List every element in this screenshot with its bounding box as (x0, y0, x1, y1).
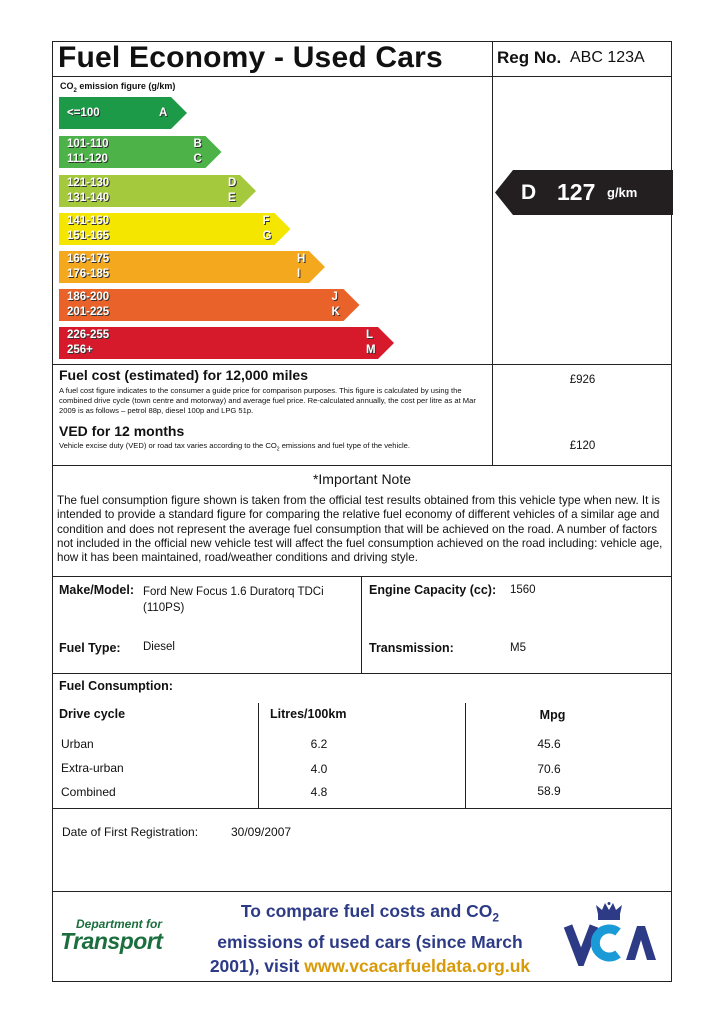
co2-band-shape (59, 327, 394, 359)
fuel-cost-description: A fuel cost figure indicates to the consumer a guide price for comparison purposes. This figure is calculated by using the combined drive cycle (town centre and motorway) and average fuel price. Re-calculated annually, the cost per litre as at Mar 2009 is as follows – petrol 88p, diesel 100p and LPG 51p. (59, 386, 476, 415)
co2-band (59, 136, 222, 168)
divider (52, 673, 672, 674)
rating-band: D (521, 181, 537, 204)
make-model-value: Ford New Focus 1.6 Duratorq TDCi (110PS) (143, 586, 324, 614)
co2-band-letter-label: L (366, 329, 374, 341)
fuel-type-value: Diesel (143, 641, 175, 653)
co2-band-letter-label: I (297, 268, 301, 280)
vca-website-link[interactable]: www.vcacarfueldata.org.uk (304, 955, 531, 976)
engine-capacity-value: 1560 (510, 584, 536, 596)
column-header-litres: Litres/100km (270, 707, 347, 721)
co2-band-letter-label: M (366, 344, 376, 356)
co2-band-letter (332, 290, 340, 320)
transmission-value: M5 (510, 642, 526, 654)
divider (52, 364, 672, 365)
row-litres: 4.0 (310, 762, 328, 776)
ved-heading: VED for 12 months (59, 423, 185, 439)
row-mpg: 70.6 (537, 762, 561, 776)
column-header-mpg: Mpg (539, 708, 566, 722)
co2-band-letter (194, 137, 202, 167)
row-litres: 6.2 (310, 737, 328, 751)
registration-value: 30/09/2007 (231, 825, 292, 839)
co2-band-range (67, 328, 109, 358)
co2-band (59, 213, 291, 245)
co2-band-range-label: 226-255 (67, 329, 110, 341)
row-litres: 4.8 (310, 785, 328, 799)
registration-label: Date of First Registration: (62, 825, 199, 839)
page-title: Fuel Economy - Used Cars (58, 41, 443, 74)
co2-band-range (67, 176, 109, 206)
fuel-cost-value: £926 (569, 374, 596, 386)
dft-logo-line1: Department for (76, 917, 163, 931)
dft-logo-line2: Transport (60, 928, 163, 954)
rating-value: 127 (557, 179, 596, 205)
co2-band-range-label: 256+ (67, 344, 93, 356)
co2-band (59, 251, 325, 283)
co2-band-letter-label: B (193, 138, 202, 150)
co2-band (59, 289, 360, 321)
co2-band-letter (263, 214, 272, 244)
co2-band-range (67, 214, 109, 244)
co2-band-range-label: 201-225 (67, 306, 110, 318)
rating-unit: g/km (607, 185, 638, 200)
vca-logo (563, 902, 657, 966)
co2-band-letter-label: G (262, 230, 272, 242)
co2-band-letter-label: D (228, 177, 237, 189)
reg-value: ABC 123A (570, 49, 645, 66)
co2-band-range (67, 106, 100, 121)
co2-band-letter-label: K (331, 306, 340, 318)
co2-band-range (67, 252, 109, 282)
ved-value: £120 (569, 440, 596, 452)
co2-band-letter-label: E (228, 192, 236, 204)
co2-band-letter-label: J (331, 291, 338, 303)
co2-band-range-label: 111-120 (67, 153, 108, 165)
ved-description: Vehicle excise duty (VED) or road tax varies according to the $CO_2$ emissions and fuel type of the vehicle. (59, 441, 411, 453)
divider (492, 41, 493, 465)
row-cycle: Urban (61, 737, 94, 751)
co2-band-range-label: 176-185 (67, 268, 110, 280)
co2-band-range-label: 101-110 (67, 138, 109, 150)
fuel-consumption-heading: Fuel Consumption: (59, 679, 173, 693)
transmission-label: Transmission: (369, 641, 454, 655)
co2-band-letter (366, 328, 376, 358)
crown-icon (563, 902, 657, 966)
co2-band-range-label: 131-140 (67, 192, 110, 204)
co2-band-letter-label: H (297, 253, 306, 265)
co2-band (59, 327, 394, 359)
fuel-cost-heading: Fuel cost (estimated) for 12,000 miles (59, 367, 308, 383)
co2-band (59, 97, 187, 129)
fuel-type-label: Fuel Type: (59, 641, 121, 655)
engine-capacity-label: Engine Capacity (cc): (369, 583, 497, 597)
divider (52, 76, 672, 77)
divider (52, 465, 672, 466)
co2-band-range-label: 141-150 (67, 215, 110, 227)
important-note-text: The fuel consumption figure shown is taken from the official test results obtained from this vehicle type when new. It is intended to provide a standard figure for comparing the relative fuel economy of different vehicles of a similar age and condition and does not represent the average fuel consumption that will be achieved on the road. A number of factors not included in the official new vehicle test will affect the fuel consumption achieved on the road including: vehicle age, how it has been maintained, road/weather conditions and driving style. (57, 494, 663, 565)
co2-band-range-label: 166-175 (67, 253, 110, 265)
row-cycle: Combined (61, 785, 116, 799)
footer-message: To compare fuel costs and $CO_2$ emissions of used cars (since March 2001), visit www.vcacarfueldata.org.uk (209, 901, 531, 976)
co2-band-range-label: 151-165 (67, 230, 110, 242)
co2-band-range (67, 290, 109, 320)
make-model-label: Make/Model: (59, 583, 135, 597)
dft-logo (60, 914, 178, 964)
column-header-drive-cycle: Drive cycle (59, 707, 126, 721)
divider (52, 576, 672, 577)
co2-band-letter-label: F (262, 215, 270, 227)
divider (52, 891, 672, 892)
co2-band-range-label: 121-130 (67, 177, 110, 189)
row-mpg: 45.6 (537, 737, 561, 751)
co2-band-letter-label: C (193, 153, 202, 165)
co2-band-range-label: <=100 (67, 107, 100, 119)
row-cycle: Extra-urban (61, 761, 124, 775)
co2-band-letter (297, 252, 305, 282)
co2-band-letter (228, 176, 236, 206)
co2-band-letter (159, 106, 167, 121)
co2-band-range (67, 137, 109, 167)
co2-band-letter-label: A (159, 107, 168, 119)
divider (361, 576, 362, 673)
important-note-title: *Important Note (312, 471, 412, 487)
co2-band (59, 175, 256, 207)
co2-band-range-label: 186-200 (67, 291, 110, 303)
co2-scale-label: $CO_2$ emission figure (g/km) (60, 81, 176, 94)
reg-label: Reg No. (497, 48, 562, 67)
row-mpg: 58.9 (537, 784, 561, 798)
divider (52, 808, 672, 809)
